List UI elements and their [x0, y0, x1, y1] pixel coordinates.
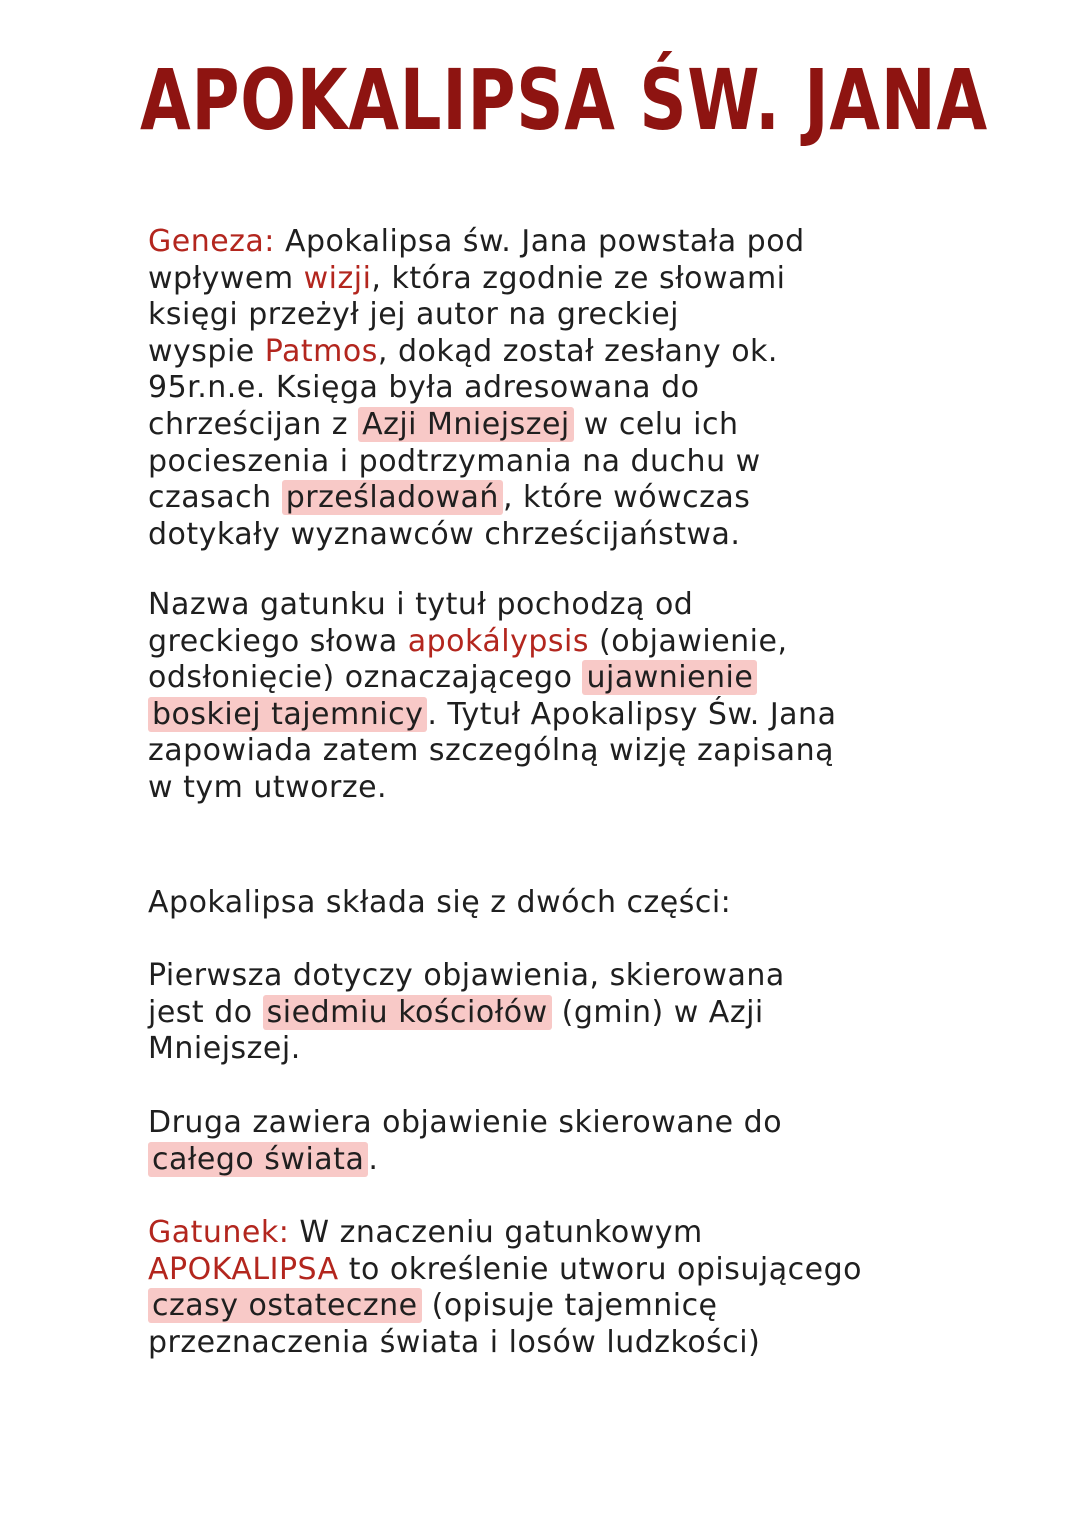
genre-line-1: Gatunek: W znaczeniu gatunkowym — [148, 1215, 703, 1250]
name-origin-line-4: boskiej tajemnicy . Tytuł Apokalipsy Św. Jana — [148, 697, 836, 734]
second-part-line-1: Druga zawiera objawienie skierowane do — [148, 1105, 783, 1140]
highlight-przesladowan: prześladowań — [282, 480, 503, 515]
genesis-line-8: czasach prześladowań , które wówczas — [148, 480, 751, 516]
genre-paragraph — [148, 1215, 862, 1361]
term-wizji: wizji — [303, 260, 372, 296]
first-part-line-3: Mniejszej. — [148, 1031, 301, 1067]
term-apokalypsis: apokálypsis — [407, 623, 589, 659]
genesis-line-4: wyspie Patmos, dokąd został zesłany ok. — [148, 333, 778, 369]
term-patmos: Patmos — [264, 333, 378, 369]
genesis-label: Geneza: — [148, 224, 275, 259]
name-origin-line-3: odsłonięcie) oznaczającego ujawnienie — [148, 660, 836, 697]
page-title: APOKALIPSA ŚW. JANA — [140, 51, 989, 149]
structure-intro — [148, 885, 731, 922]
genesis-line-7: pocieszenia i podtrzymania na duchu w — [148, 443, 761, 479]
genre-label: Gatunek: — [148, 1215, 290, 1250]
highlight-czasy-ostateczne: czasy ostateczne — [148, 1288, 422, 1323]
highlight-azja-mniejsza: Azji Mniejszej — [358, 407, 574, 442]
name-origin-line-5: zapowiada zatem szczególną wizję zapisaną — [148, 733, 834, 769]
genre-line-3: czasy ostateczne (opisuje tajemnicę — [148, 1288, 862, 1325]
second-part-paragraph — [148, 1105, 782, 1178]
name-origin-line-6: w tym utworze. — [148, 769, 388, 805]
genre-line-2: APOKALIPSA to określenie utworu opisującego — [148, 1251, 862, 1287]
second-part-line-2: całego świata . — [148, 1142, 782, 1179]
first-part-paragraph — [148, 958, 785, 1068]
name-origin-paragraph — [148, 587, 836, 807]
genesis-paragraph — [148, 224, 805, 553]
highlight-calego-swiata: całego świata — [148, 1142, 368, 1177]
highlight-siedmiu-kosciolow: siedmiu kościołów — [263, 995, 552, 1030]
structure-intro-line: Apokalipsa składa się z dwóch części: — [148, 885, 732, 920]
genesis-line-1: Geneza: Apokalipsa św. Jana powstała pod — [148, 224, 805, 259]
genesis-line-3: księgi przeżył jej autor na greckiej — [148, 297, 680, 333]
first-part-line-1: Pierwsza dotyczy objawienia, skierowana — [148, 958, 785, 993]
highlight-ujawnienie: ujawnienie — [582, 660, 757, 695]
name-origin-line-2: greckiego słowa apokálypsis (objawienie, — [148, 623, 788, 659]
name-origin-line-1: Nazwa gatunku i tytuł pochodzą od — [148, 587, 694, 622]
genesis-line-9: dotykały wyznawców chrześcijaństwa. — [148, 516, 741, 552]
genesis-line-6: chrześcijan z Azji Mniejszej w celu ich — [148, 406, 739, 442]
genesis-line-2: wpływem wizji, która zgodnie ze słowami — [148, 260, 786, 296]
genre-line-4: przeznaczenia świata i losów ludzkości) — [148, 1324, 761, 1360]
term-apokalipsa: APOKALIPSA — [148, 1251, 339, 1287]
highlight-boskiej-tajemnicy: boskiej tajemnicy — [148, 697, 427, 732]
first-part-line-2: jest do siedmiu kościołów (gmin) w Azji — [148, 994, 764, 1030]
genesis-line-5: 95r.n.e. Księga była adresowana do — [148, 370, 700, 406]
